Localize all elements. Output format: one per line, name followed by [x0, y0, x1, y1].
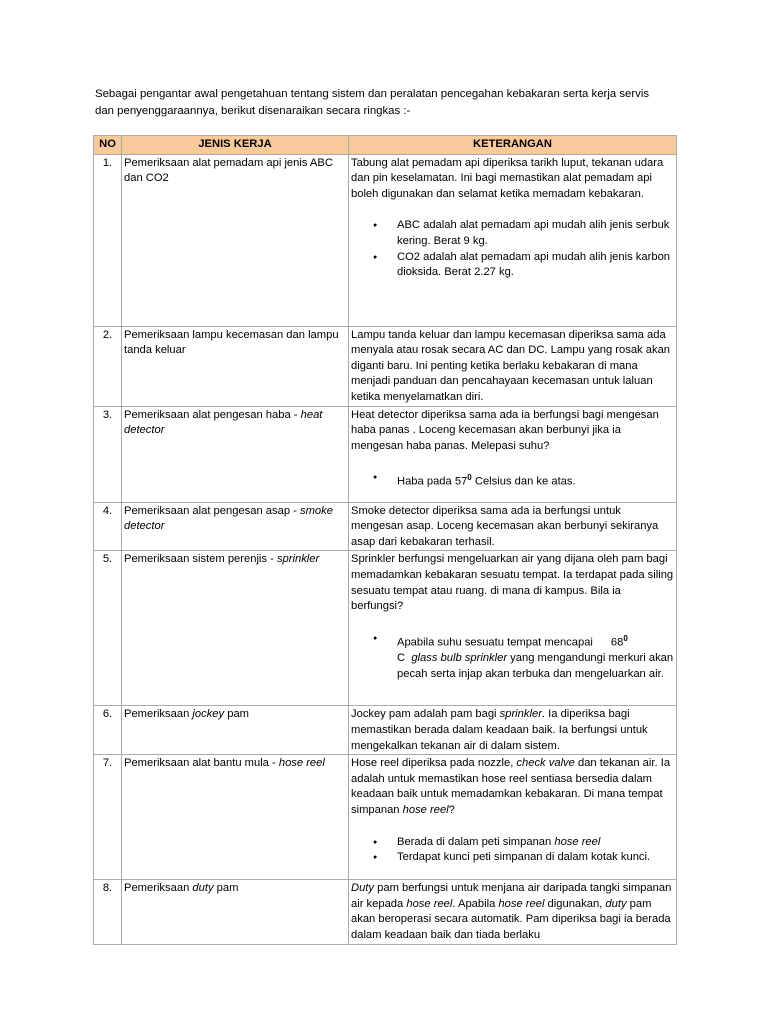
table-row [94, 502, 677, 551]
description-text [351, 881, 674, 943]
desc-term: hose reel [406, 897, 453, 910]
desc-term: check valve [516, 757, 575, 770]
bullet-text-end: Celsius dan ke atas. [471, 476, 576, 489]
desc-term: hose reel [402, 803, 449, 816]
row-number: 2. [94, 326, 122, 406]
row-number: 8. [94, 880, 122, 944]
header-job: JENIS KERJA [122, 136, 349, 155]
row-number: 7. [94, 755, 122, 880]
desc-part: dan tekanan air. Ia adalah untuk memastikan hose reel sentiasa bersedia dalam keadaan baik untuk memadamkan kebakaran. Di mana tempat simpanan [351, 757, 671, 816]
table-row [94, 406, 677, 502]
desc-part: pam berfungsi untuk menjana air daripada tangki simpanan air kepada [351, 882, 672, 910]
bullet-item [397, 631, 674, 683]
row-number: 4. [94, 502, 122, 551]
bullet-text: Haba pada 57 [397, 476, 468, 489]
job-cell [122, 551, 349, 706]
degree-mark: 0 [467, 473, 472, 483]
description-cell [349, 755, 677, 880]
description-cell [349, 326, 677, 406]
desc-part: ? [448, 803, 455, 816]
job-text: Pemeriksaan alat bantu mula - [124, 757, 279, 770]
bullet-item: ● Terdapat kunci peti simpanan di dalam kotak kunci. [397, 850, 674, 866]
bullet-text-end: yang mengandungi merkuri akan pecah serta injap akan terbuka dan mengeluarkan air. [397, 652, 674, 680]
job-cell [122, 406, 349, 502]
description-cell [349, 406, 677, 502]
description-cell [349, 154, 677, 326]
table-row [94, 154, 677, 326]
table-row [94, 755, 677, 880]
job-text: Pemeriksaan sistem perenjis - [124, 553, 277, 566]
temperature-value: 68 [610, 636, 624, 649]
description-text: Tabung alat pemadam api diperiksa tarikh luput, tekanan udara dan pin keselamatan. Ini bagi memastikan alat pemadam api boleh digunakan dan selamat ketika memadam kebakaran. [351, 156, 664, 200]
bullet-list [351, 218, 674, 280]
job-term: heat detector [124, 408, 323, 437]
maintenance-table [93, 135, 677, 945]
row-number: 1. [94, 154, 122, 326]
desc-part: pam akan beroperasi secara automatik. Pam diperiksa bagi ia berada dalam keadaan baik dan tiada berlaku [351, 897, 671, 941]
bullet-item [397, 835, 674, 851]
intro-line-1: Sebagai pengantar awal pengetahuan tentang sistem dan peralatan pencegahan kebakaran serta kerja servis [95, 88, 650, 100]
table-row [94, 551, 677, 706]
bullet-list [351, 470, 674, 490]
job-text: Pemeriksaan alat pengesan haba - [124, 408, 301, 421]
job-text: Pemeriksaan [124, 708, 193, 721]
job-cell: Pemeriksaan alat pemadam api jenis ABC dan CO2 [122, 154, 349, 326]
job-term: sprinkler [276, 553, 320, 566]
description-text: Sprinkler berfungsi mengeluarkan air yang dijana oleh pam bagi memadamkan kebakaran sesuatu tempat. Ia terdapat pada siling sesuatu tempat atau ruang. di mana di kampus. Bila ia berfungsi? [351, 553, 674, 613]
intro-line-2: dan penyenggaraannya, berikut disenaraikan secara ringkas :- [95, 105, 411, 117]
description-text: Heat detector diperiksa sama ada ia berfungsi bagi mengesan haba panas . Loceng kecemasan akan berbunyi jika ia mengesan haba panas. Melepasi suhu? [351, 408, 659, 452]
bullet-item [397, 470, 674, 490]
intro-paragraph [95, 86, 685, 120]
table-row [94, 706, 677, 755]
job-cell [122, 880, 349, 944]
description-cell [349, 551, 677, 706]
job-text-end: pam [213, 882, 239, 895]
row-number: 5. [94, 551, 122, 706]
job-text-end: pam [224, 708, 249, 721]
description-text [351, 707, 674, 754]
job-term: duty [192, 882, 214, 895]
job-cell [122, 502, 349, 551]
bullet-list [351, 631, 674, 683]
desc-part: . Ia diperiksa bagi memastikan berada dalam keadaan baik. Ia berfungsi untuk mengekalkan tekanan air di dalam sistem. [351, 708, 648, 752]
header-no: NO [94, 136, 122, 155]
description-text: Smoke detector diperiksa sama ada ia berfungsi untuk mengesan asap. Loceng kecemasan akan berbunyi sekiranya asap dari kebakaran terhasil. [351, 504, 659, 548]
desc-part: Jockey pam adalah pam bagi [351, 708, 500, 721]
degree-mark: 0 [623, 633, 628, 643]
desc-term: Duty [351, 882, 375, 895]
job-text: Pemeriksaan [124, 882, 193, 895]
job-cell [122, 755, 349, 880]
description-cell [349, 706, 677, 755]
bullet-term: hose reel [554, 835, 601, 848]
desc-part: Hose reel diperiksa pada nozzle, [351, 757, 517, 770]
bullet-text: Apabila suhu sesuatu tempat mencapai [397, 636, 593, 649]
desc-part: digunakan, [544, 897, 606, 910]
job-cell: Pemeriksaan lampu kecemasan dan lampu tanda keluar [122, 326, 349, 406]
row-number: 3. [94, 406, 122, 502]
bullet-item: ● CO2 adalah alat pemadam api mudah alih jenis karbon dioksida. Berat 2.27 kg. [397, 250, 674, 281]
table-row [94, 880, 677, 944]
job-term: hose reel [278, 757, 325, 770]
bullet-item: ● ABC adalah alat pemadam api mudah alih jenis serbuk kering. Berat 9 kg. [397, 218, 674, 249]
desc-part: . Apabila [452, 897, 499, 910]
bullet-list [351, 835, 674, 866]
job-cell [122, 706, 349, 755]
job-term: smoke detector [124, 504, 333, 533]
table-header-row [94, 136, 677, 155]
desc-term: duty [605, 897, 627, 910]
description-text [351, 756, 674, 818]
description-cell [349, 880, 677, 944]
description-text: Lampu tanda keluar dan lampu kecemasan diperiksa sama ada menyala atau rosak secara AC dan DC. Lampu yang rosak akan diganti baru. Ini penting ketika berlaku kebakaran di mana menjadi panduan dan pencahayaan kecemasan untuk laluan ketika menyelamatkan diri. [351, 328, 671, 403]
bullet-text: Berada di dalam peti simpanan [397, 835, 555, 848]
job-term: jockey [192, 708, 225, 721]
description-cell [349, 502, 677, 551]
header-desc: KETERANGAN [349, 136, 677, 155]
table-row [94, 326, 677, 406]
desc-term: hose reel [498, 897, 545, 910]
job-text: Pemeriksaan alat pengesan asap - [124, 504, 301, 517]
row-number: 6. [94, 706, 122, 755]
bullet-term: glass bulb sprinkler [411, 652, 508, 665]
celsius-unit: C [397, 652, 406, 665]
desc-term: sprinkler [499, 708, 542, 721]
